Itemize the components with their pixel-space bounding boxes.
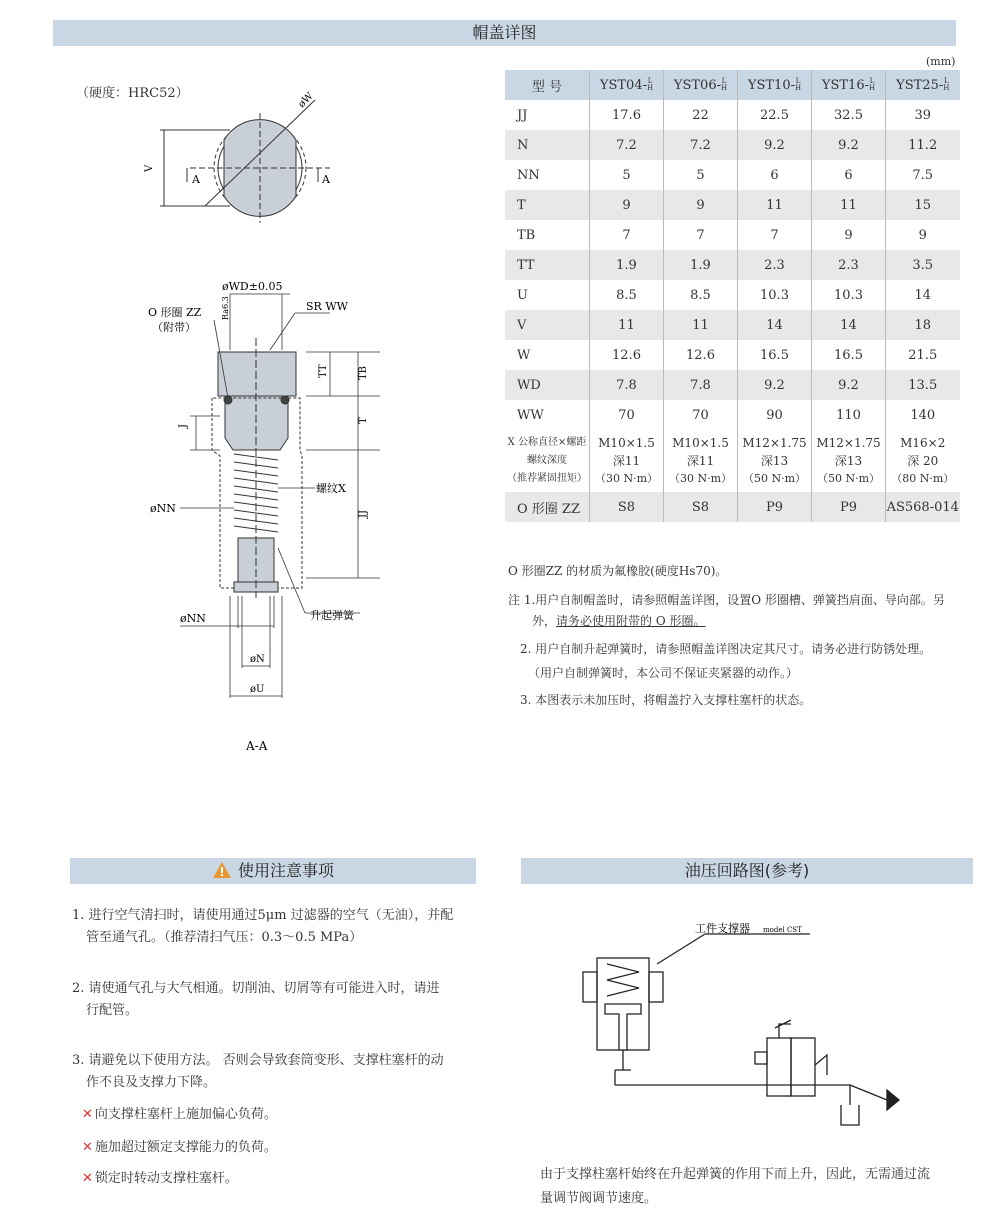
roughness-label: Ra6.3 — [221, 296, 230, 320]
table-cell-thread: M12×1.75 深13 （50 N·m） — [812, 430, 886, 492]
caution-sub-2: ✕ 施加超过额定支撑能力的负荷。 — [82, 1140, 277, 1155]
dim-nn-label: øNN — [150, 502, 176, 515]
table-cell: 2.3 — [812, 250, 886, 280]
caution-item-3b: 作不良及支撑力下降。 — [86, 1075, 217, 1090]
spec-table — [505, 70, 960, 522]
row-label: JJ — [505, 100, 590, 130]
row-label: TT — [505, 250, 590, 280]
header-model: 型 号 — [505, 70, 590, 100]
table-cell: 9.2 — [812, 370, 886, 400]
table-cell: 7.2 — [664, 130, 738, 160]
table-cell: 17.6 — [590, 100, 664, 130]
table-cell: 7 — [664, 220, 738, 250]
table-row — [505, 190, 960, 220]
circuit-desc-a: 由于支撑柱塞杆始终在升起弹簧的作用下而上升，因此，无需通过流 — [540, 1167, 931, 1182]
row-label-oring: O 形圈 ZZ — [505, 492, 590, 522]
header-model-col: YST04-L H — [590, 70, 664, 100]
table-cell: 10.3 — [812, 280, 886, 310]
row-label: TB — [505, 220, 590, 250]
row-label: T — [505, 190, 590, 220]
circuit-label-model: model CST — [763, 926, 802, 934]
table-row — [505, 340, 960, 370]
table-cell: 9 — [590, 190, 664, 220]
table-cell: 90 — [738, 400, 812, 430]
table-cell: 12.6 — [664, 340, 738, 370]
table-row-thread — [505, 430, 960, 492]
hydraulic-circuit-diagram — [575, 920, 915, 1150]
table-cell: 39 — [886, 100, 960, 130]
row-label: U — [505, 280, 590, 310]
table-row — [505, 160, 960, 190]
table-cell: AS568-014 — [886, 492, 960, 522]
note-3: 3. 本图表示未加压时，将帽盖拧入支撑柱塞杆的状态。 — [520, 693, 812, 707]
caution-sub-3: ✕ 锁定时转动支撑柱塞杆。 — [82, 1171, 238, 1186]
table-cell: 7.2 — [590, 130, 664, 160]
table-cell: 3.5 — [886, 250, 960, 280]
table-cell: 7.8 — [590, 370, 664, 400]
table-cell: 140 — [886, 400, 960, 430]
dim-tb-label: TB — [358, 365, 369, 380]
row-label: W — [505, 340, 590, 370]
dim-w-label: øW — [296, 90, 316, 111]
dim-u-label: øU — [250, 684, 265, 695]
header-model-col: YST25-L H — [886, 70, 960, 100]
table-cell: 7.8 — [664, 370, 738, 400]
table-cell-thread: M10×1.5 深11 （30 N·m） — [590, 430, 664, 492]
row-label: NN — [505, 160, 590, 190]
caution-item-2a: 2. 请使通气孔与大气相通。切削油、切屑等有可能进入时，请进 — [72, 981, 440, 996]
table-cell-thread: M16×2 深 20 （80 N·m） — [886, 430, 960, 492]
table-cell: 18 — [886, 310, 960, 340]
header-model-col: YST06-L H — [664, 70, 738, 100]
table-cell: 11 — [664, 310, 738, 340]
table-cell: 22 — [664, 100, 738, 130]
table-cell: 11 — [812, 190, 886, 220]
section-title-circuit: 油压回路图(参考) — [521, 858, 973, 884]
table-cell: 9.2 — [738, 130, 812, 160]
table-cell: 9 — [664, 190, 738, 220]
table-cell: 21.5 — [886, 340, 960, 370]
row-label-thread: X 公称直径×螺距 螺纹深度 （推荐紧固扭矩） — [505, 430, 590, 492]
hardness-note: （硬度：HRC52） — [76, 86, 189, 101]
table-cell: 11.2 — [886, 130, 960, 160]
oring-label-1: O 形圈 ZZ — [148, 306, 202, 319]
thread-label: 螺纹X — [316, 482, 346, 495]
row-label: WW — [505, 400, 590, 430]
spring-label: 升起弹簧 — [310, 609, 354, 622]
table-cell: 14 — [812, 310, 886, 340]
table-row — [505, 130, 960, 160]
table-cell: 15 — [886, 190, 960, 220]
dim-j-label: J — [178, 423, 189, 428]
table-cell: 1.9 — [664, 250, 738, 280]
table-cell: 9 — [812, 220, 886, 250]
table-cell: 11 — [738, 190, 812, 220]
caution-item-3a: 3. 请避免以下使用方法。 否则会导致套筒变形、支撑柱塞杆的动 — [72, 1053, 444, 1068]
table-cell: 5 — [664, 160, 738, 190]
table-cell: S8 — [664, 492, 738, 522]
table-row — [505, 100, 960, 130]
section-title-cap-detail: 帽盖详图 — [53, 20, 956, 46]
dim-tt-label: TT — [318, 364, 329, 378]
table-cell-thread: M12×1.75 深13 （50 N·m） — [738, 430, 812, 492]
table-cell: 6 — [812, 160, 886, 190]
table-row — [505, 310, 960, 340]
table-cell: 2.3 — [738, 250, 812, 280]
dim-nn2-label: øNN — [180, 612, 206, 625]
dim-t-label: T — [358, 417, 369, 424]
table-cell: 32.5 — [812, 100, 886, 130]
table-row — [505, 250, 960, 280]
table-cell: 7 — [590, 220, 664, 250]
table-row — [505, 220, 960, 250]
table-cell: 7 — [738, 220, 812, 250]
note-1a: 注 1.用户自制帽盖时，请参照帽盖详图，设置O 形圈槽、弹簧挡肩面、导向部。另 — [508, 593, 945, 607]
note-2a: 2. 用户自制升起弹簧时，请参照帽盖详图决定其尺寸。请务必进行防锈处理。 — [520, 642, 932, 656]
cross-icon: ✕ — [82, 1171, 93, 1186]
table-cell: 70 — [664, 400, 738, 430]
row-label: WD — [505, 370, 590, 400]
caution-sub-1: ✕ 向支撑柱塞杆上施加偏心负荷。 — [82, 1107, 277, 1122]
table-row — [505, 370, 960, 400]
table-cell: 11 — [590, 310, 664, 340]
table-cell: 7.5 — [886, 160, 960, 190]
table-cell: 110 — [812, 400, 886, 430]
row-label: V — [505, 310, 590, 340]
table-cell: P9 — [738, 492, 812, 522]
sr-label: SR WW — [306, 300, 348, 313]
table-cell: 12.6 — [590, 340, 664, 370]
table-cell: 5 — [590, 160, 664, 190]
table-cell: 9 — [886, 220, 960, 250]
cross-icon: ✕ — [82, 1107, 93, 1122]
unit-label: (mm) — [926, 55, 956, 68]
oring-label-2: （附带） — [152, 321, 196, 334]
caution-item-1a: 1. 进行空气清扫时，请使用通过5μm 过滤器的空气（无油），并配 — [72, 908, 454, 923]
material-note: O 形圈ZZ 的材质为氟橡胶(硬度Hs70)。 — [508, 564, 728, 578]
table-cell: 16.5 — [812, 340, 886, 370]
table-cell: 14 — [738, 310, 812, 340]
table-cell: P9 — [812, 492, 886, 522]
table-cell: 14 — [886, 280, 960, 310]
section-a-right: A — [322, 173, 330, 186]
note-1b-line: 外，请务必使用附带的 O 形圈。 — [532, 614, 706, 628]
cross-icon: ✕ — [82, 1140, 93, 1155]
note-1c: 请务必使用附带的 O 形圈。 — [556, 614, 706, 628]
table-row — [505, 280, 960, 310]
table-cell: 8.5 — [590, 280, 664, 310]
warning-icon — [212, 861, 232, 879]
caution-item-2b: 行配管。 — [86, 1003, 139, 1018]
table-cell: 1.9 — [590, 250, 664, 280]
dim-jj-label: JJ — [358, 509, 369, 518]
table-cell: 8.5 — [664, 280, 738, 310]
section-a-left: A — [192, 173, 200, 186]
table-cell: 6 — [738, 160, 812, 190]
circuit-label-main: 工件支撑器 — [695, 922, 750, 935]
header-model-col: YST10-L H — [738, 70, 812, 100]
table-header-row — [505, 70, 960, 100]
table-row — [505, 400, 960, 430]
dim-wd-label: øWD±0.05 — [222, 280, 283, 293]
table-cell: 70 — [590, 400, 664, 430]
caution-item-1b: 管至通气孔。（推荐清扫气压：0.3〜0.5 MPa） — [86, 930, 363, 945]
table-row-oring — [505, 492, 960, 522]
table-cell: 16.5 — [738, 340, 812, 370]
circuit-desc-b: 量调节阀调节速度。 — [540, 1191, 658, 1206]
cap-detail-drawing — [130, 88, 510, 768]
dim-v-label: V — [144, 164, 155, 172]
section-aa-label: A-A — [246, 739, 268, 753]
row-label: N — [505, 130, 590, 160]
dim-n-label: øN — [250, 654, 265, 665]
table-cell: 22.5 — [738, 100, 812, 130]
section-title-caution: 使用注意事项 — [70, 858, 476, 884]
note-2b: （用户自制弹簧时，本公司不保证夹紧器的动作。） — [528, 666, 799, 680]
table-cell: 13.5 — [886, 370, 960, 400]
table-cell: 9.2 — [738, 370, 812, 400]
table-cell: 9.2 — [812, 130, 886, 160]
table-cell: S8 — [590, 492, 664, 522]
table-cell-thread: M10×1.5 深11 （30 N·m） — [664, 430, 738, 492]
header-model-col: YST16-L H — [812, 70, 886, 100]
table-cell: 10.3 — [738, 280, 812, 310]
